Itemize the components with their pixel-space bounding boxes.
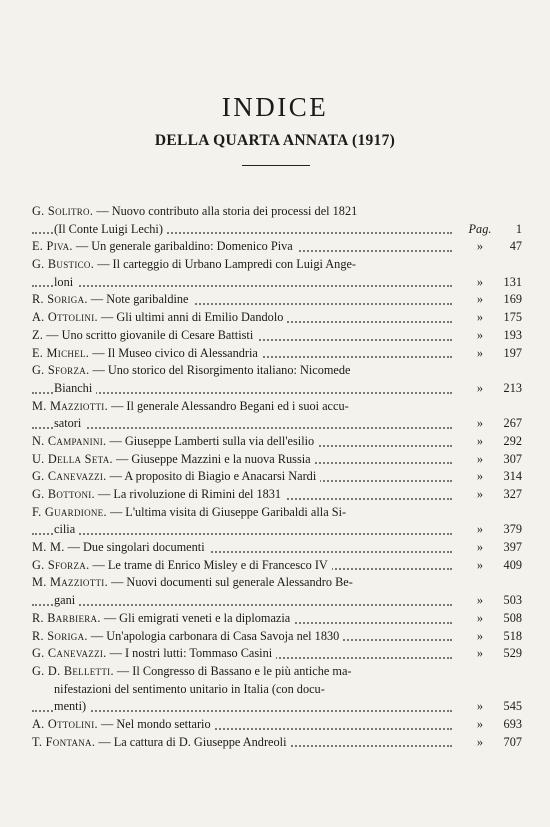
entry-title-text: cilia [54, 522, 79, 536]
entry-continuation-line [32, 415, 522, 433]
index-entry [32, 362, 522, 397]
index-entry [32, 291, 522, 309]
index-entry [32, 628, 522, 646]
index-entry [32, 433, 522, 451]
page-number: 693 [503, 716, 522, 731]
entry-page-ref [460, 734, 522, 752]
entry-title-text: — Nuovi documenti sul generale Alessandro Be- [111, 575, 353, 590]
entry-author: R. Soriga. [32, 628, 88, 643]
entry-page-ref [460, 327, 522, 345]
index-entries [32, 203, 522, 751]
page-number: 397 [503, 540, 522, 555]
entry-page-ref [460, 451, 522, 469]
entry-title-text: — Un generale garibaldino: Domenico Piva [76, 239, 297, 253]
page-marker: » [476, 540, 484, 555]
entry-title-text: — Il Congresso di Bassano e le più antiche ma- [116, 663, 352, 678]
page-marker: » [476, 380, 484, 395]
index-entry [32, 486, 522, 504]
entry-title-text: — Il generale Alessandro Begani ed i suoi accu- [111, 398, 349, 413]
entry-page-ref [460, 521, 522, 539]
page-number: 327 [503, 487, 522, 501]
entry-title-text: — L'ultima visita di Giuseppe Garibaldi alla Si- [109, 504, 347, 519]
entry-author: G. Solitro. [32, 204, 94, 218]
entry-author: G. Bottoni. [32, 487, 95, 501]
entry-line [32, 291, 522, 309]
page-marker: » [476, 469, 484, 484]
page-marker: » [476, 699, 484, 714]
entry-title-text: — Nel mondo settario [101, 717, 215, 731]
index-entry [32, 256, 522, 291]
entry-page-ref [460, 380, 522, 398]
entry-line [32, 309, 522, 327]
entry-title-text: — Un'apologia carbonara di Casa Savoja nel 1830 [91, 629, 343, 643]
entry-title-text: — Uno storico del Risorgimento italiano: Nicomede [92, 363, 351, 378]
entry-title-text: — Le trame di Enrico Misley e di Francesco IV [93, 558, 332, 572]
page-marker: » [476, 487, 484, 501]
entry-author: A. Ottolini. [32, 716, 98, 731]
entry-continuation-line [32, 274, 522, 292]
entry-page-ref [460, 309, 522, 327]
entry-continuation-line [32, 221, 522, 239]
dot-leader [32, 427, 452, 429]
entry-author: M. M. [32, 540, 65, 555]
index-entry [32, 309, 522, 327]
entry-author: M. Mazziotti. [32, 398, 108, 413]
entry-author: Z. [32, 327, 44, 342]
entry-page-ref [460, 345, 522, 363]
page-number: 545 [503, 699, 522, 714]
entry-line [32, 256, 522, 274]
page-marker: » [476, 628, 484, 643]
entry-line [32, 628, 522, 646]
entry-line [32, 327, 522, 345]
entry-title-text: nifestazioni del sentimento unitario in Italia (con docu- [54, 681, 325, 696]
index-entry [32, 203, 522, 238]
page-marker: » [476, 274, 484, 289]
page-number: 529 [503, 646, 522, 661]
entry-page-ref [460, 698, 522, 716]
entry-author: G. Canevazzi. [32, 646, 107, 661]
entry-page-ref [460, 486, 522, 504]
entry-title-text: — Due singolari documenti [68, 540, 209, 554]
entry-author: R. Barbiera. [32, 610, 101, 625]
page-number: 707 [503, 734, 522, 749]
entry-author: E. Michel. [32, 345, 90, 360]
entry-line [32, 203, 522, 221]
index-entry [32, 557, 522, 575]
entry-line [32, 574, 522, 592]
dot-leader [32, 710, 452, 712]
entry-author: R. Soriga. [32, 292, 88, 307]
index-entry [32, 734, 522, 752]
entry-title-text: gani [54, 593, 79, 607]
index-entry [32, 327, 522, 345]
page-number: 47 [509, 239, 522, 254]
entry-line [32, 451, 522, 469]
entry-line [32, 539, 522, 557]
entry-line [32, 433, 522, 451]
entry-author: M. Mazziotti. [32, 575, 108, 590]
page-number: 175 [503, 310, 522, 325]
page-number: 197 [503, 345, 522, 360]
entry-title-text: — Note garibaldine [91, 292, 193, 306]
entry-title-text: — La rivoluzione di Rimini del 1831 [98, 487, 285, 501]
entry-continuation-line [32, 698, 522, 716]
entry-title-text: — Giuseppe Mazzini e la nuova Russia [116, 452, 315, 466]
entry-line [32, 238, 522, 256]
entry-title-text: — Gli emigrati veneti e la diplomazia [104, 611, 294, 625]
dot-leader [32, 604, 452, 606]
entry-page-ref [460, 557, 522, 575]
index-entry [32, 574, 522, 609]
page-number: 314 [503, 469, 522, 484]
page-marker: » [476, 327, 484, 342]
entry-page-ref [460, 716, 522, 734]
entry-author: G. Canevazzi. [32, 469, 107, 484]
page-marker: » [476, 345, 484, 360]
entry-title-text: — Gli ultimi anni di Emilio Dandolo [101, 310, 287, 324]
entry-author: A. Ottolini. [32, 310, 98, 325]
page-marker: » [476, 716, 484, 731]
index-entry [32, 610, 522, 628]
page-number: 1 [515, 221, 522, 236]
entry-continuation-line [32, 521, 522, 539]
entry-line [32, 645, 522, 663]
entry-continuation-line [32, 592, 522, 610]
entry-title-text: — I nostri lutti: Tommaso Casini [110, 646, 277, 660]
page-subtitle: DELLA QUARTA ANNATA (1917) [154, 132, 396, 149]
entry-page-ref [460, 221, 522, 239]
page-marker: » [476, 557, 484, 572]
entry-page-ref [460, 415, 522, 433]
index-entry [32, 663, 522, 716]
entry-page-ref [460, 610, 522, 628]
page-marker: » [476, 451, 484, 466]
index-entry [32, 468, 522, 486]
index-entry [32, 539, 522, 557]
entry-page-ref [460, 539, 522, 557]
page-number: 193 [503, 327, 522, 342]
entry-page-ref [460, 433, 522, 451]
entry-line [32, 345, 522, 363]
entry-line [32, 486, 522, 504]
entry-line [32, 716, 522, 734]
page-marker: » [476, 522, 484, 537]
page-number: 508 [503, 610, 522, 625]
page-number: 307 [503, 451, 522, 466]
page-number: 409 [503, 557, 522, 572]
entry-title-text: — Il carteggio di Urbano Lampredi con Luigi Ange- [97, 257, 357, 272]
entry-author: T. Fontana. [32, 734, 96, 749]
entry-line [32, 504, 522, 522]
entry-line [32, 734, 522, 752]
entry-line [32, 398, 522, 416]
entry-title-text: menti) [54, 699, 90, 713]
entry-title-text: — Nuovo contributo alla storia dei processi del 1821 [96, 204, 358, 218]
entry-author: G. D. Belletti. [32, 663, 114, 678]
dot-leader [32, 533, 452, 535]
index-entry [32, 645, 522, 663]
entry-author: G. Bustico. [32, 257, 95, 272]
page-marker: » [476, 416, 484, 431]
index-entry [32, 398, 522, 433]
entry-author: G. Sforza. [32, 363, 90, 378]
entry-page-ref [460, 468, 522, 486]
entry-line [32, 610, 522, 628]
page-marker: » [476, 433, 484, 448]
entry-continuation-line [32, 380, 522, 398]
page-number: 518 [503, 628, 522, 643]
page-marker: » [476, 646, 484, 661]
entry-page-ref [460, 238, 522, 256]
page-title: INDICE [221, 92, 329, 122]
entry-author: U. Della Seta. [32, 451, 113, 466]
entry-line [32, 362, 522, 380]
page-number: 292 [503, 433, 522, 448]
page-marker: » [476, 593, 484, 608]
dot-leader [32, 285, 452, 287]
entry-line [32, 468, 522, 486]
entry-title-text: loni [54, 275, 77, 289]
entry-title-text: — Uno scritto giovanile di Cesare Battisti [46, 328, 257, 342]
entry-title-text: — Il Museo civico di Alessandria [92, 346, 262, 360]
index-entry [32, 716, 522, 734]
entry-title-text: Bianchi [54, 381, 96, 395]
entry-title-text: — A proposito di Biagio e Anacarsi Nardi [110, 469, 321, 483]
page-marker: » [476, 610, 484, 625]
index-entry [32, 345, 522, 363]
page-number: 131 [503, 274, 522, 289]
page-number: 379 [503, 522, 522, 537]
page-number: 169 [503, 292, 522, 307]
entry-line [32, 557, 522, 575]
entry-title-text: — Giuseppe Lamberti sulla via dell'esilio [109, 434, 318, 448]
entry-title-text: (Il Conte Luigi Lechi) [54, 222, 167, 236]
entry-page-ref [460, 628, 522, 646]
page-marker: » [476, 239, 484, 254]
index-entry [32, 504, 522, 539]
entry-page-ref [460, 645, 522, 663]
page-marker: » [476, 292, 484, 307]
entry-line [32, 663, 522, 681]
entry-author: F. Guardione. [32, 504, 107, 519]
page-number: 503 [503, 593, 522, 608]
page-number: 267 [503, 416, 522, 431]
entry-title-text: — La cattura di D. Giuseppe Andreoli [98, 735, 290, 749]
title-divider [242, 165, 310, 166]
page-marker: » [476, 734, 484, 749]
entry-page-ref [460, 274, 522, 292]
entry-author: E. Piva. [32, 239, 73, 254]
page-marker: » [476, 310, 484, 325]
entry-continuation-line [32, 681, 522, 699]
entry-page-ref [460, 592, 522, 610]
entry-author: G. Sforza. [32, 557, 90, 572]
entry-author: N. Campanini. [32, 433, 107, 448]
page-number: 213 [503, 380, 522, 395]
page-marker: Pag. [468, 221, 492, 236]
entry-page-ref [460, 291, 522, 309]
index-entry [32, 238, 522, 256]
index-entry [32, 451, 522, 469]
entry-title-text: satori [54, 416, 85, 430]
